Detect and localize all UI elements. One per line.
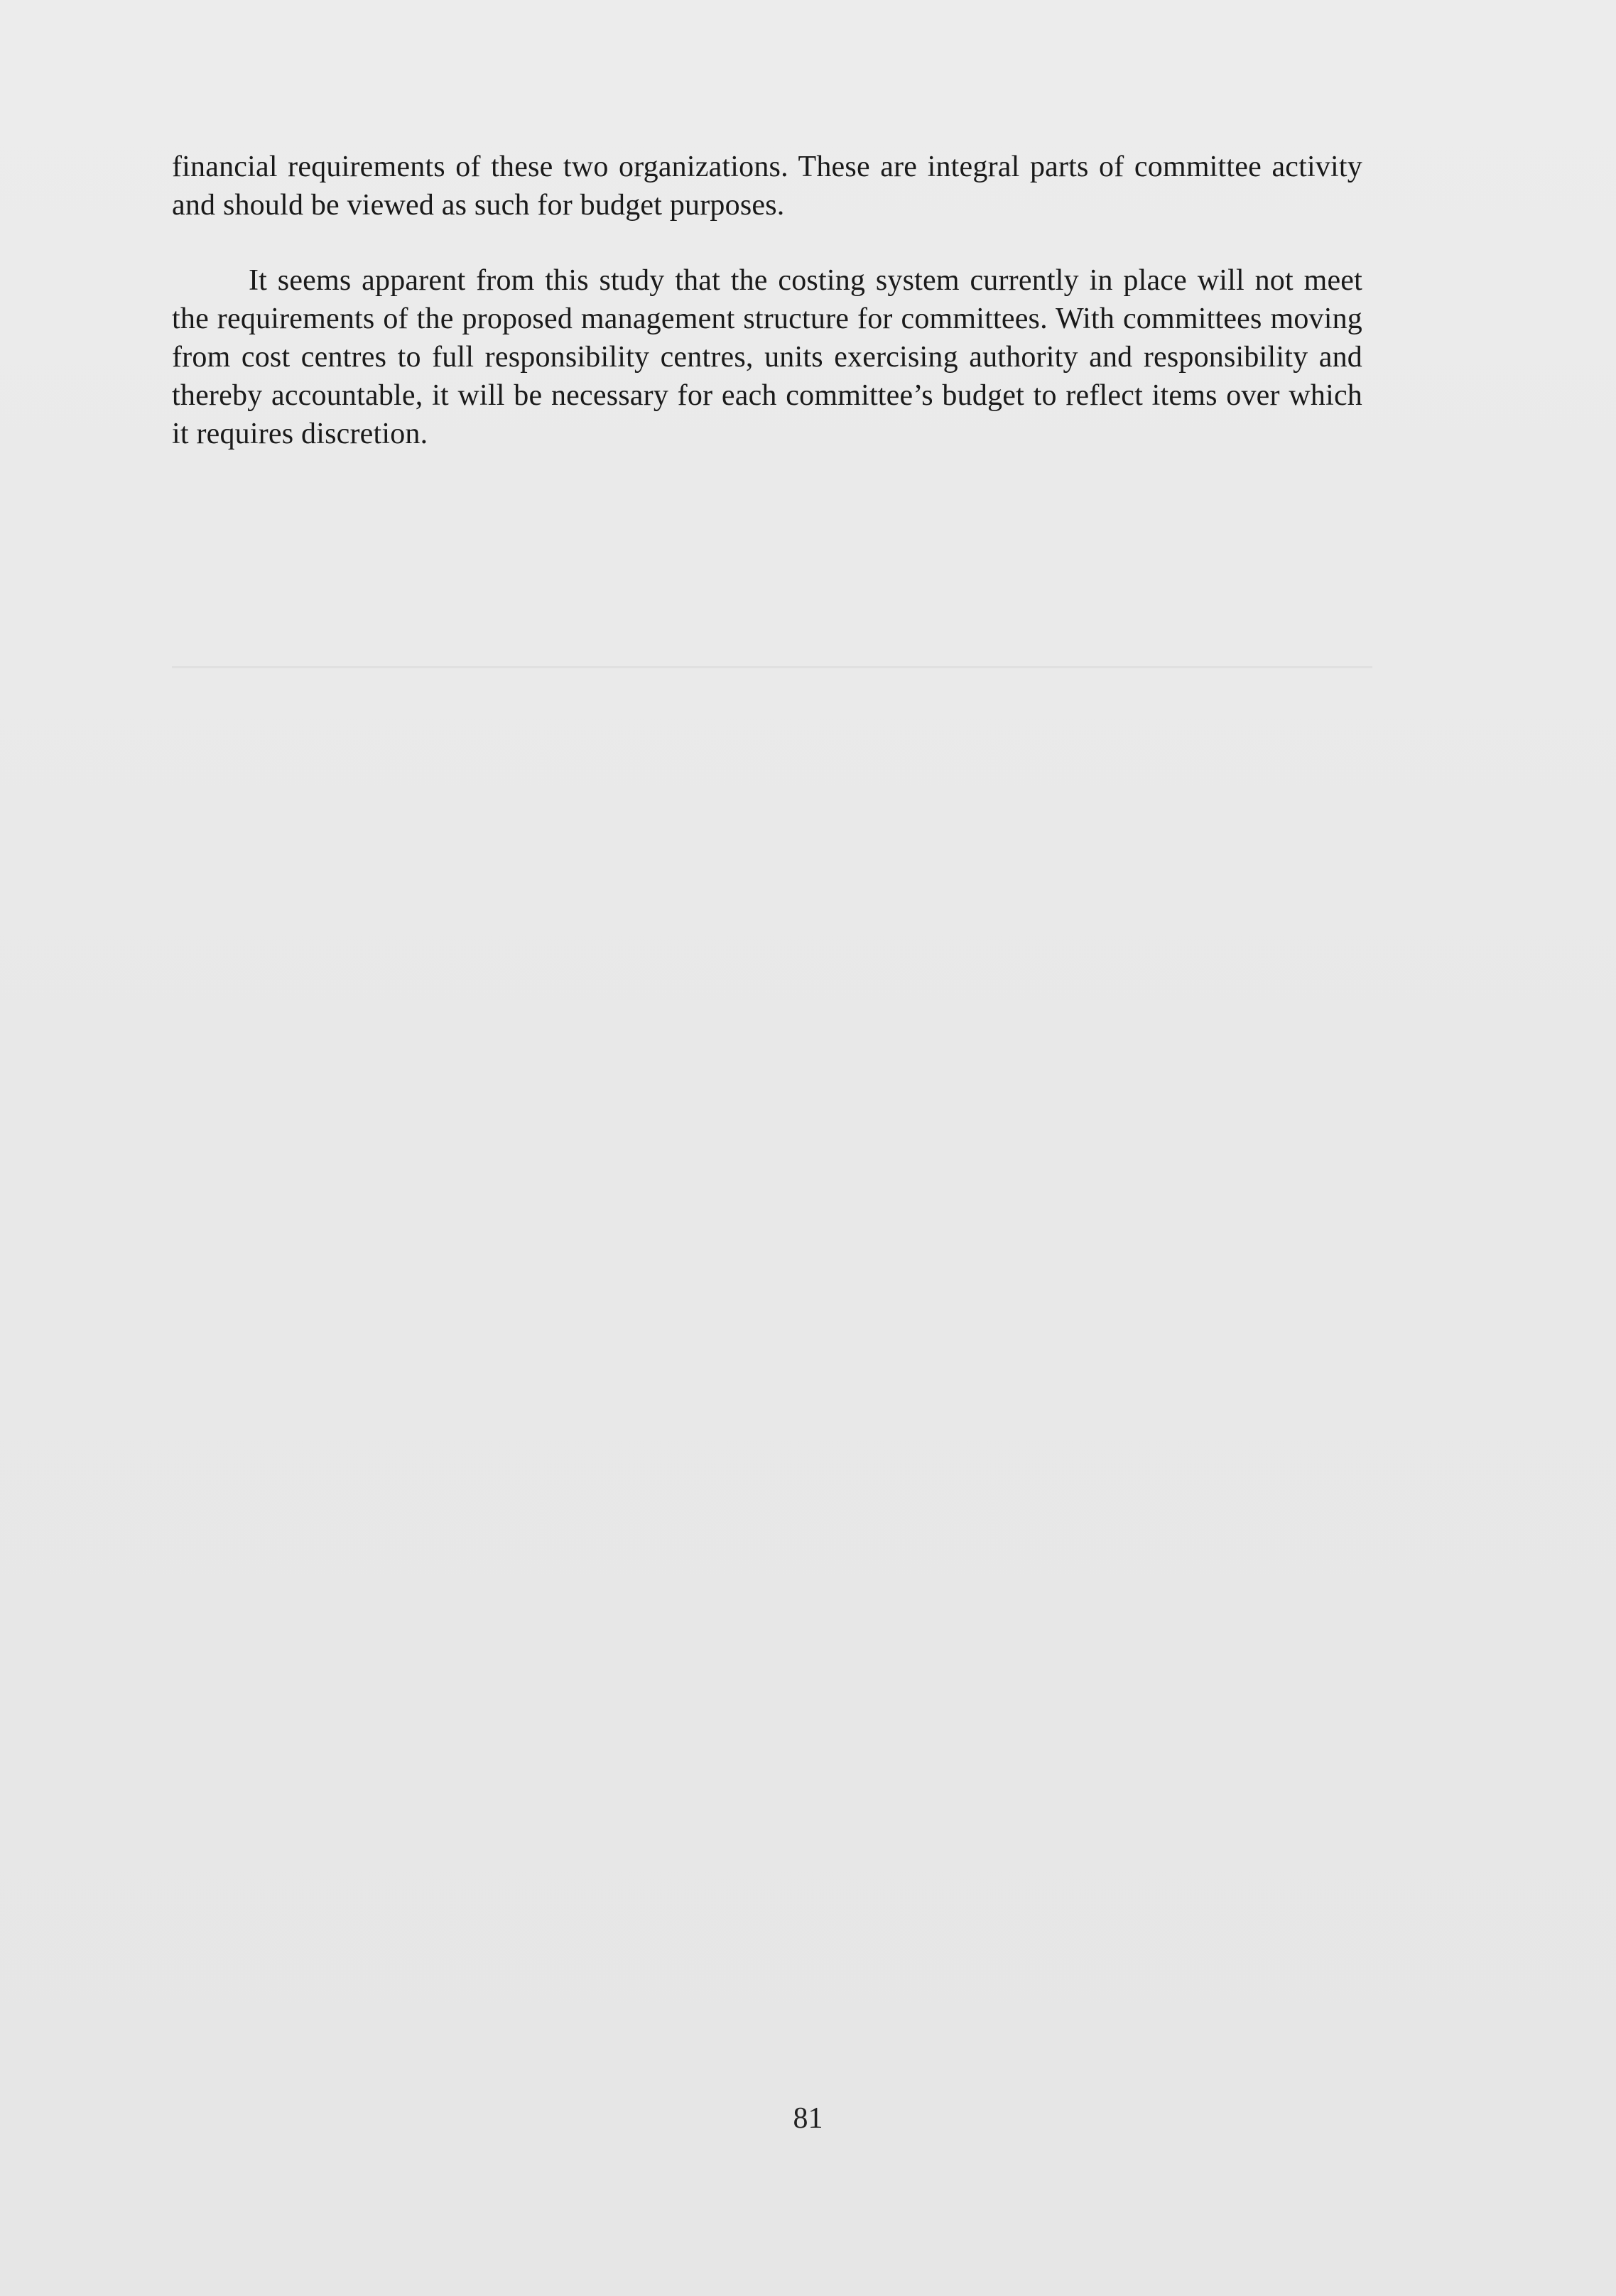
paragraph-financial-requirements: financial requirements of these two organizations. These are integral parts of committee activity and should be viewed as such for budget purposes. [172,151,1362,222]
page-number: 81 [793,2102,823,2135]
reverse-side-bleed-rule [172,666,1372,668]
paragraph-costing-system: It seems apparent from this study that the costing system currently in place will not meet the requirements of the proposed management structure for committees. With committees moving from cost centres to full responsibility centres, units exercising authority and responsibility and thereby accountable, it will be necessary for each committee’s budget to reflect items over which it requires discretion. [172,264,1362,450]
main-text-block [172,148,1362,453]
